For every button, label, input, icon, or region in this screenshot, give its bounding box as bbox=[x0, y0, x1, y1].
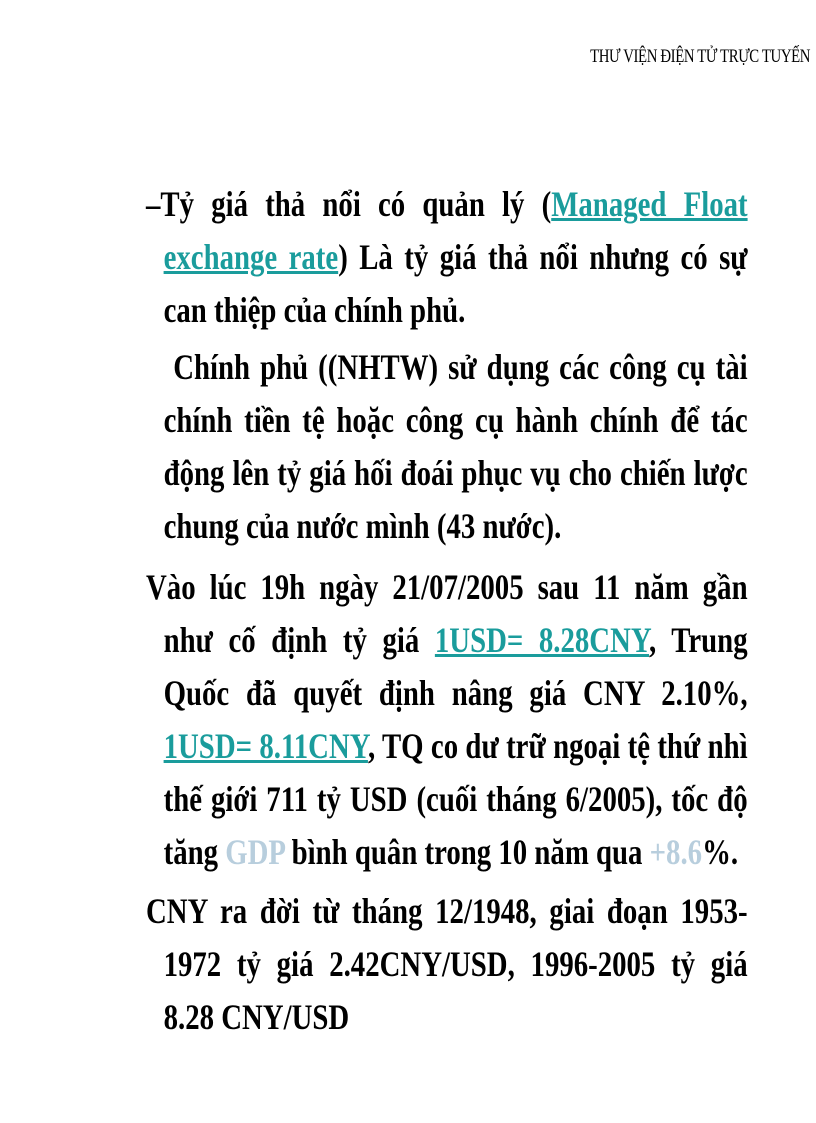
managed-float-text-2: ) Là tỷ giá thả nổi nhưng có sự can thiệp của chính phủ. bbox=[163, 237, 748, 330]
revaluation-text-2: , Trung Quốc đã quyết định nâng giá CNY 2.10%, bbox=[163, 620, 748, 713]
rate-link-8-11[interactable]: 1USD= 8.11CNY bbox=[163, 726, 368, 766]
revaluation-text-4: bình quân trong 10 năm qua bbox=[284, 832, 650, 872]
slide-content bbox=[146, 178, 748, 1044]
cny-history-paragraph: CNY ra đời từ tháng 12/1948, giai đoạn 1953-1972 tỷ giá 2.42CNY/USD, 1996-2005 tỷ giá 8.28 CNY/USD bbox=[146, 891, 748, 1037]
managed-float-paragraph bbox=[146, 178, 748, 337]
revaluation-text-1: Vào lúc 19h ngày 21/07/2005 sau 11 năm gần như cố định tỷ giá bbox=[146, 567, 748, 660]
government-paragraph: Chính phủ ((NHTW) sử dụng các công cụ tài chính tiền tệ hoặc công cụ hành chính để tác động lên tỷ giá hối đoái phục vụ cho chiến lược chung của nước mình (43 nước). bbox=[163, 347, 748, 546]
library-header: THƯ VIỆN ĐIỆN TỬ TRỰC TUYẾN bbox=[589, 46, 810, 67]
revaluation-text-3: , TQ co dư trữ ngoại tệ thứ nhì thế giới 711 tỷ USD (cuối tháng 6/2005), tốc độ tăng bbox=[163, 726, 748, 872]
bullet-dash: – bbox=[146, 184, 161, 224]
rate-link-8-28[interactable]: 1USD= 8.28CNY bbox=[434, 620, 650, 660]
revaluation-text-5: %. bbox=[702, 832, 739, 872]
gdp-text: GDP bbox=[225, 832, 285, 872]
china-revaluation-paragraph bbox=[146, 561, 748, 879]
managed-float-link[interactable]: Managed Float exchange rate bbox=[163, 184, 748, 277]
managed-float-text-1: Tỷ giá thả nổi có quản lý ( bbox=[160, 184, 552, 224]
gdp-growth-value: +8.6 bbox=[649, 832, 703, 872]
